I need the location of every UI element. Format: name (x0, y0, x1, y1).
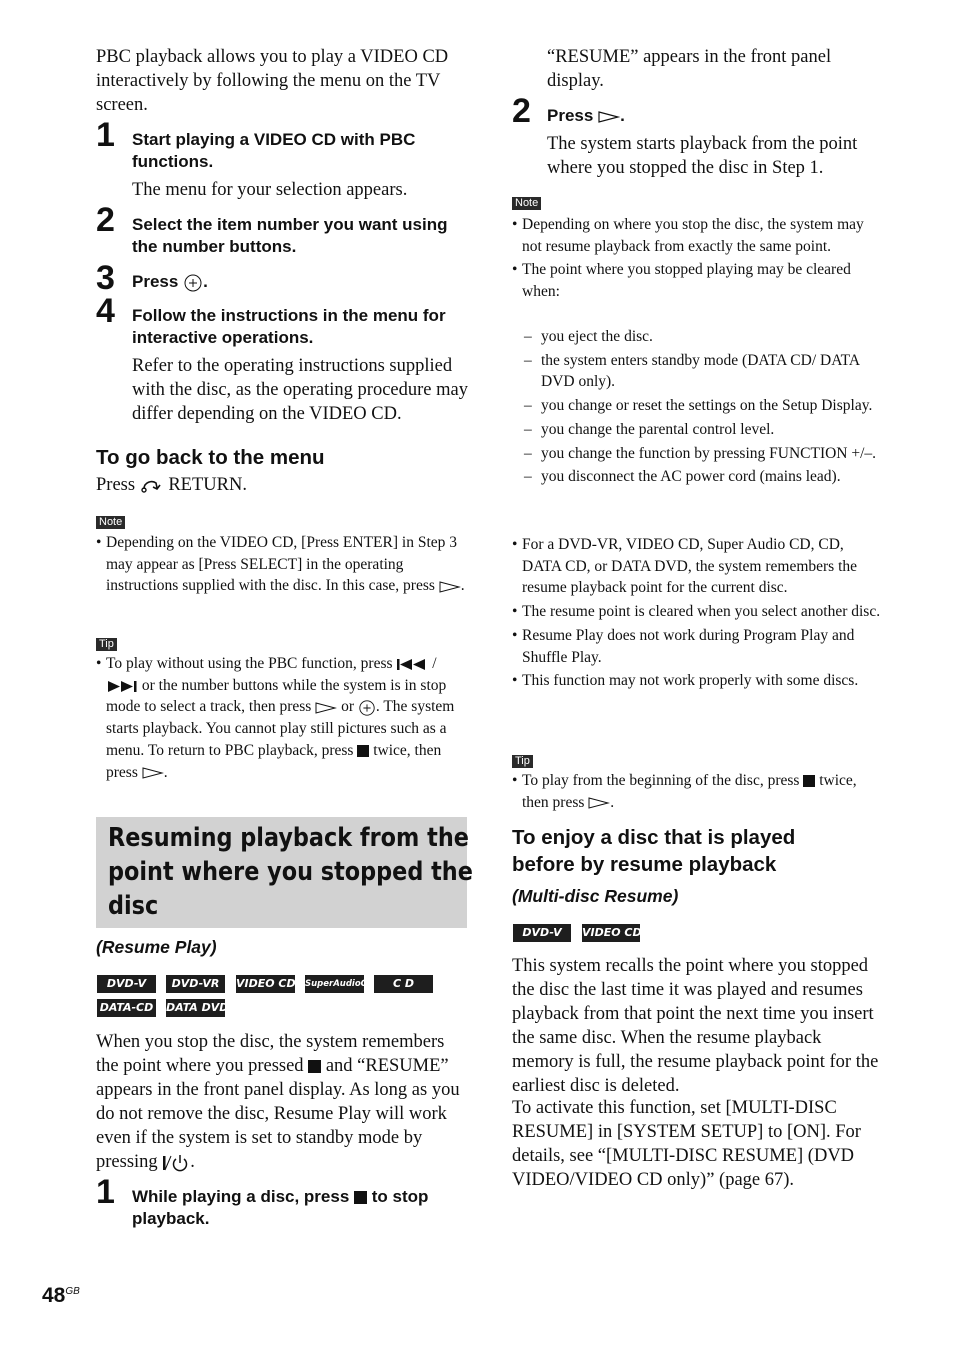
multi-disc-paragraph-1: This system recalls the point where you stopped the disc the last time it was played and resumes playback from that point the next time you insert the same disc. When the resume playback memory is full, the resume playback point for the earliest disc is deleted. (512, 956, 879, 1096)
resume-play-paragraph: When you stop the disc, the system remembers the point where you pressed and “RESUME” appears in the front panel display. As long as you do not remove the disc, Resume Play will work even if the system is set to standby mode by pressing . (96, 1032, 460, 1172)
resume-play-subtitle: (Resume Play) (96, 937, 217, 957)
enter-button-icon (358, 699, 376, 717)
disc-icon-video-cd: VIDEO CD (582, 924, 640, 942)
play-icon (315, 702, 337, 714)
tip-label: Tip (512, 755, 533, 768)
return-text: RETURN. (168, 475, 247, 495)
note-item: • The point where you stopped playing may be cleared when: (512, 259, 884, 302)
tip-list (96, 653, 466, 783)
power-icon (162, 1154, 190, 1172)
next-icon (106, 680, 138, 693)
dash-item: – you eject the disc. (512, 326, 884, 348)
note-item: • Depending on where you stop the disc, the system may not resume playback from exactly the same point. (512, 214, 884, 257)
back-to-menu-text (96, 473, 468, 497)
pbc-intro: PBC playback allows you to play a VIDEO CD interactively by following the menu on the TV screen. (96, 47, 449, 115)
note-label: Note (96, 516, 125, 529)
back-to-menu-heading: To go back to the menu (96, 446, 325, 469)
tip-label: Tip (96, 638, 117, 651)
dash-item: – the system enters standby mode (DATA CD/ DATA DVD only). (512, 350, 884, 393)
multi-disc-resume-subtitle: (Multi-disc Resume) (512, 886, 679, 906)
stop-icon (354, 1191, 367, 1204)
play-icon (439, 581, 461, 593)
press-text: Press (96, 475, 136, 495)
disc-icon-dvd-vr: DVD-VR (166, 975, 225, 993)
step-heading: Select the item number you want using the number buttons. (132, 215, 448, 256)
note-list (96, 532, 466, 597)
play-icon (598, 111, 620, 123)
note-list-continued (512, 534, 884, 692)
note-item: • Depending on the VIDEO CD, [Press ENTER] in Step 3 may appear as [Press SELECT] in the operating instructions supplied with the disc. In this case, press . (96, 532, 466, 597)
tip-item: • To play without using the PBC function, press / or the number buttons while the system is in stop mode to select a track, then press or . The system starts playback. You cannot play still pictures such as a menu. To return to PBC playback, press twice, then press . (96, 653, 466, 783)
step-heading-press: Press . (132, 272, 208, 291)
dash-item: – you change the function by pressing FUNCTION +/–. (512, 443, 884, 465)
play-icon (142, 767, 164, 779)
step-heading: Press (132, 272, 179, 291)
step-body: The menu for your selection appears. (132, 180, 408, 200)
step-body: Refer to the operating instructions supplied with the disc, as the operating procedure may differ depending on the VIDEO CD. (132, 356, 468, 424)
return-icon (140, 478, 164, 494)
step-heading: Start playing a VIDEO CD with PBC functions. (132, 130, 416, 171)
page-number: $48^{GB}$ (42, 1284, 80, 1307)
step-number: 2 (512, 92, 531, 130)
disc-icon-data-dvd: DATA DVD (166, 999, 225, 1017)
step-number: 1 (96, 116, 115, 154)
disc-icon-super-audio-cd: SuperAudioCD (305, 975, 364, 993)
note-item: • Resume Play does not work during Program Play and Shuffle Play. (512, 625, 884, 668)
tip-item: • To play from the beginning of the disc, press twice, then press . (512, 770, 884, 813)
note-list (512, 214, 884, 303)
play-icon (588, 797, 610, 809)
disc-icon-cd: C D (374, 975, 433, 993)
section-banner (96, 817, 473, 928)
multi-disc-paragraph-2: To activate this function, set [MULTI-DISC RESUME] in [SYSTEM SETUP] to [ON]. For details, see “[MULTI-DISC RESUME] (DVD VIDEO/VIDEO CD only)” (page 67). (512, 1098, 861, 1190)
dash-item: – you change the parental control level. (512, 419, 884, 441)
note-item: • This function may not work properly with some discs. (512, 670, 884, 692)
stop-icon (357, 745, 369, 757)
dash-list (512, 326, 884, 488)
disc-icon-video-cd: VIDEO CD (236, 975, 295, 993)
step-heading: Follow the instructions in the menu for interactive operations. (132, 306, 446, 347)
step-heading: While playing a disc, press to stop playback. (132, 1187, 429, 1228)
tip-list (512, 770, 884, 813)
note-item: • For a DVD-VR, VIDEO CD, Super Audio CD, CD, DATA CD, or DATA DVD, the system remembers the resume playback point for the current disc. (512, 534, 884, 599)
disc-icon-dvd-v: DVD-V (97, 975, 156, 993)
step-body: The system starts playback from the point where you stopped the disc in Step 1. (547, 134, 858, 178)
section-title: Resuming playback from the point where you stopped the disc (108, 823, 473, 921)
step-heading: Press . (547, 106, 625, 125)
dash-item: – you change or reset the settings on the Setup Display. (512, 395, 884, 417)
enter-button-icon (183, 273, 203, 293)
previous-icon (396, 658, 428, 671)
disc-icon-dvd-v: DVD-V (513, 924, 571, 942)
step-number: 1 (96, 1173, 115, 1211)
step-number: 4 (96, 292, 115, 330)
dash-item: – you disconnect the AC power cord (mains lead). (512, 466, 884, 488)
step-number: 3 (96, 259, 115, 297)
disc-icon-data-cd: DATA-CD (97, 999, 156, 1017)
resume-continued: “RESUME” appears in the front panel display. (547, 47, 832, 91)
note-item: • The resume point is cleared when you select another disc. (512, 601, 884, 623)
step-number: 2 (96, 201, 115, 239)
multi-disc-resume-heading: To enjoy a disc that is played before by resume playback (512, 826, 796, 876)
stop-icon (803, 775, 815, 787)
note-label: Note (512, 197, 541, 210)
stop-icon (308, 1060, 321, 1073)
